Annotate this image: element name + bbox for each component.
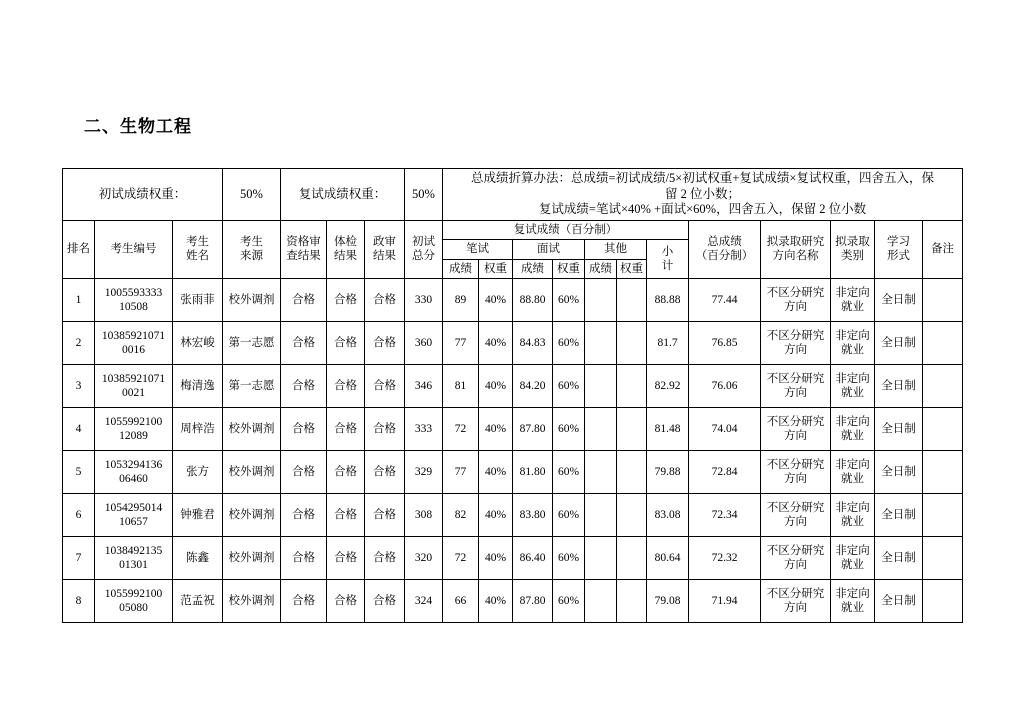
candidate-no-line2: 12089 bbox=[119, 430, 148, 442]
cell-total: 72.34 bbox=[689, 494, 761, 537]
direction-line2: 方向 bbox=[784, 344, 807, 356]
cell-remark bbox=[923, 365, 963, 408]
candidate-no-line1: 10385921071 bbox=[101, 329, 166, 342]
direction-line1: 不区分研究 bbox=[766, 415, 825, 428]
cell-other-weight bbox=[617, 494, 647, 537]
cell-study-form: 全日制 bbox=[875, 408, 923, 451]
candidate-no-line2: 06460 bbox=[119, 473, 148, 485]
cell-name: 范孟祝 bbox=[173, 580, 223, 623]
admit-type-line1: 非定向 bbox=[835, 458, 870, 471]
cell-admit-type bbox=[831, 408, 875, 451]
cell-candidate-no bbox=[95, 537, 173, 580]
cell-other-score bbox=[585, 365, 617, 408]
formula-block bbox=[443, 169, 963, 221]
cell-interview-weight: 60% bbox=[553, 279, 585, 322]
header-political bbox=[365, 220, 405, 278]
cell-physical: 合格 bbox=[327, 322, 365, 365]
cell-political: 合格 bbox=[365, 279, 405, 322]
table-header-row-1 bbox=[63, 220, 963, 239]
admit-type-line1: 非定向 bbox=[835, 372, 870, 385]
cell-remark bbox=[923, 537, 963, 580]
cell-written-score: 77 bbox=[443, 322, 479, 365]
header-total-line1: 总成绩 bbox=[707, 236, 742, 249]
admit-type-line2: 就业 bbox=[841, 473, 864, 485]
cell-other-weight bbox=[617, 451, 647, 494]
cell-name: 周梓浩 bbox=[173, 408, 223, 451]
header-subtotal bbox=[647, 240, 689, 279]
cell-interview-weight: 60% bbox=[553, 408, 585, 451]
cell-remark bbox=[923, 322, 963, 365]
header-remark: 备注 bbox=[923, 220, 963, 278]
cell-written-score: 82 bbox=[443, 494, 479, 537]
header-admit-type-line2: 类别 bbox=[841, 250, 864, 263]
table-row bbox=[63, 279, 963, 322]
cell-other-score bbox=[585, 322, 617, 365]
header-first-total-line2: 总分 bbox=[412, 250, 435, 263]
cell-qualification: 合格 bbox=[281, 537, 327, 580]
direction-line1: 不区分研究 bbox=[766, 372, 825, 385]
cell-name: 钟雅君 bbox=[173, 494, 223, 537]
admit-type-line2: 就业 bbox=[841, 559, 864, 571]
cell-first-total: 329 bbox=[405, 451, 443, 494]
cell-other-score bbox=[585, 451, 617, 494]
header-qualification bbox=[281, 220, 327, 278]
header-written-score: 成绩 bbox=[443, 259, 479, 278]
cell-first-total: 320 bbox=[405, 537, 443, 580]
cell-subtotal: 79.08 bbox=[647, 580, 689, 623]
cell-interview-score: 87.80 bbox=[513, 580, 553, 623]
cell-written-weight: 40% bbox=[479, 580, 513, 623]
cell-physical: 合格 bbox=[327, 537, 365, 580]
header-direction-line1: 拟录取研究 bbox=[766, 236, 825, 249]
header-qualification-line1: 资格审 bbox=[286, 236, 321, 249]
table-row bbox=[63, 322, 963, 365]
cell-written-weight: 40% bbox=[479, 537, 513, 580]
header-physical-line1: 体检 bbox=[334, 236, 357, 249]
header-total-line2: （百分制） bbox=[695, 250, 754, 263]
cell-other-score bbox=[585, 279, 617, 322]
admit-type-line2: 就业 bbox=[841, 516, 864, 528]
candidate-no-line1: 1055992100 bbox=[104, 415, 163, 428]
header-direction-line2: 方向名称 bbox=[772, 250, 819, 263]
header-subtotal-line1: 小 bbox=[661, 245, 674, 258]
cell-subtotal: 81.48 bbox=[647, 408, 689, 451]
candidate-no-line2: 0016 bbox=[122, 344, 145, 356]
admit-type-line1: 非定向 bbox=[835, 286, 870, 299]
candidate-no-line2: 10657 bbox=[119, 516, 148, 528]
cell-interview-score: 84.20 bbox=[513, 365, 553, 408]
cell-name: 陈鑫 bbox=[173, 537, 223, 580]
cell-political: 合格 bbox=[365, 365, 405, 408]
header-subtotal-line2: 计 bbox=[661, 260, 674, 273]
cell-rank: 6 bbox=[63, 494, 95, 537]
cell-study-form: 全日制 bbox=[875, 322, 923, 365]
header-political-line1: 政审 bbox=[373, 236, 396, 249]
admission-results-table bbox=[62, 168, 963, 623]
header-qualification-line2: 查结果 bbox=[286, 250, 321, 263]
weights-row bbox=[63, 169, 963, 221]
cell-political: 合格 bbox=[365, 580, 405, 623]
candidate-no-line1: 1054295014 bbox=[104, 501, 163, 514]
cell-total: 72.84 bbox=[689, 451, 761, 494]
admit-type-line2: 就业 bbox=[841, 387, 864, 399]
direction-line1: 不区分研究 bbox=[766, 544, 825, 557]
cell-qualification: 合格 bbox=[281, 322, 327, 365]
header-study-form-line1: 学习 bbox=[887, 236, 910, 249]
cell-direction bbox=[761, 451, 831, 494]
header-written: 笔试 bbox=[443, 240, 513, 259]
cell-qualification: 合格 bbox=[281, 408, 327, 451]
cell-subtotal: 88.88 bbox=[647, 279, 689, 322]
admit-type-line1: 非定向 bbox=[835, 544, 870, 557]
header-first-total-line1: 初试 bbox=[412, 236, 435, 249]
cell-source: 校外调剂 bbox=[223, 537, 281, 580]
direction-line2: 方向 bbox=[784, 559, 807, 571]
cell-rank: 8 bbox=[63, 580, 95, 623]
table-row bbox=[63, 580, 963, 623]
candidate-no-line2: 10508 bbox=[119, 301, 148, 313]
cell-admit-type bbox=[831, 494, 875, 537]
cell-rank: 3 bbox=[63, 365, 95, 408]
cell-other-score bbox=[585, 537, 617, 580]
header-political-line2: 结果 bbox=[373, 250, 396, 263]
cell-first-total: 333 bbox=[405, 408, 443, 451]
cell-qualification: 合格 bbox=[281, 365, 327, 408]
header-name-line1: 考生 bbox=[186, 236, 209, 249]
cell-subtotal: 80.64 bbox=[647, 537, 689, 580]
cell-interview-score: 86.40 bbox=[513, 537, 553, 580]
header-name-line2: 姓名 bbox=[186, 250, 209, 263]
direction-line1: 不区分研究 bbox=[766, 458, 825, 471]
cell-total: 76.06 bbox=[689, 365, 761, 408]
candidate-no-line2: 01301 bbox=[119, 559, 148, 571]
candidate-no-line2: 0021 bbox=[122, 387, 145, 399]
cell-study-form: 全日制 bbox=[875, 279, 923, 322]
cell-name: 林宏峻 bbox=[173, 322, 223, 365]
cell-subtotal: 79.88 bbox=[647, 451, 689, 494]
cell-remark bbox=[923, 494, 963, 537]
table-body bbox=[63, 279, 963, 623]
header-name bbox=[173, 220, 223, 278]
cell-written-weight: 40% bbox=[479, 322, 513, 365]
cell-study-form: 全日制 bbox=[875, 494, 923, 537]
table-row bbox=[63, 408, 963, 451]
admit-type-line1: 非定向 bbox=[835, 587, 870, 600]
cell-other-score bbox=[585, 580, 617, 623]
cell-subtotal: 82.92 bbox=[647, 365, 689, 408]
cell-interview-weight: 60% bbox=[553, 494, 585, 537]
cell-source: 校外调剂 bbox=[223, 408, 281, 451]
cell-candidate-no bbox=[95, 451, 173, 494]
cell-study-form: 全日制 bbox=[875, 365, 923, 408]
table-row bbox=[63, 494, 963, 537]
header-other: 其他 bbox=[585, 240, 647, 259]
direction-line2: 方向 bbox=[784, 473, 807, 485]
admit-type-line2: 就业 bbox=[841, 344, 864, 356]
cell-written-score: 81 bbox=[443, 365, 479, 408]
header-interview: 面试 bbox=[513, 240, 585, 259]
cell-subtotal: 83.08 bbox=[647, 494, 689, 537]
header-admit-type-line1: 拟录取 bbox=[835, 236, 870, 249]
cell-total: 77.44 bbox=[689, 279, 761, 322]
cell-direction bbox=[761, 494, 831, 537]
cell-study-form: 全日制 bbox=[875, 580, 923, 623]
cell-candidate-no bbox=[95, 322, 173, 365]
cell-remark bbox=[923, 408, 963, 451]
cell-source: 校外调剂 bbox=[223, 494, 281, 537]
cell-rank: 7 bbox=[63, 537, 95, 580]
first-weight-value: 50% bbox=[223, 169, 281, 221]
header-written-weight: 权重 bbox=[479, 259, 513, 278]
cell-rank: 4 bbox=[63, 408, 95, 451]
cell-qualification: 合格 bbox=[281, 494, 327, 537]
cell-written-score: 66 bbox=[443, 580, 479, 623]
header-source-line2: 来源 bbox=[240, 250, 263, 263]
second-weight-value: 50% bbox=[405, 169, 443, 221]
header-other-score: 成绩 bbox=[585, 259, 617, 278]
cell-written-weight: 40% bbox=[479, 408, 513, 451]
header-rank: 排名 bbox=[63, 220, 95, 278]
cell-source: 第一志愿 bbox=[223, 322, 281, 365]
direction-line2: 方向 bbox=[784, 387, 807, 399]
direction-line1: 不区分研究 bbox=[766, 329, 825, 342]
cell-study-form: 全日制 bbox=[875, 451, 923, 494]
cell-interview-weight: 60% bbox=[553, 580, 585, 623]
cell-interview-score: 84.83 bbox=[513, 322, 553, 365]
cell-candidate-no bbox=[95, 408, 173, 451]
cell-name: 张雨菲 bbox=[173, 279, 223, 322]
table-row bbox=[63, 365, 963, 408]
first-weight-label: 初试成绩权重： bbox=[63, 169, 223, 221]
cell-written-score: 72 bbox=[443, 537, 479, 580]
cell-remark bbox=[923, 279, 963, 322]
cell-total: 76.85 bbox=[689, 322, 761, 365]
cell-direction bbox=[761, 580, 831, 623]
admit-type-line1: 非定向 bbox=[835, 501, 870, 514]
cell-interview-weight: 60% bbox=[553, 451, 585, 494]
admit-type-line1: 非定向 bbox=[835, 329, 870, 342]
admit-type-line2: 就业 bbox=[841, 602, 864, 614]
cell-interview-weight: 60% bbox=[553, 537, 585, 580]
direction-line1: 不区分研究 bbox=[766, 587, 825, 600]
header-other-weight: 权重 bbox=[617, 259, 647, 278]
header-interview-weight: 权重 bbox=[553, 259, 585, 278]
cell-rank: 1 bbox=[63, 279, 95, 322]
cell-direction bbox=[761, 408, 831, 451]
cell-physical: 合格 bbox=[327, 494, 365, 537]
cell-first-total: 360 bbox=[405, 322, 443, 365]
cell-other-weight bbox=[617, 279, 647, 322]
cell-total: 72.32 bbox=[689, 537, 761, 580]
header-first-total bbox=[405, 220, 443, 278]
cell-admit-type bbox=[831, 580, 875, 623]
direction-line1: 不区分研究 bbox=[766, 501, 825, 514]
admit-type-line2: 就业 bbox=[841, 301, 864, 313]
cell-candidate-no bbox=[95, 580, 173, 623]
cell-political: 合格 bbox=[365, 408, 405, 451]
cell-written-score: 89 bbox=[443, 279, 479, 322]
cell-political: 合格 bbox=[365, 494, 405, 537]
cell-interview-weight: 60% bbox=[553, 322, 585, 365]
cell-study-form: 全日制 bbox=[875, 537, 923, 580]
cell-interview-score: 83.80 bbox=[513, 494, 553, 537]
cell-direction bbox=[761, 322, 831, 365]
cell-written-weight: 40% bbox=[479, 494, 513, 537]
admit-type-line1: 非定向 bbox=[835, 415, 870, 428]
cell-admit-type bbox=[831, 451, 875, 494]
cell-other-weight bbox=[617, 580, 647, 623]
cell-remark bbox=[923, 451, 963, 494]
direction-line1: 不区分研究 bbox=[766, 286, 825, 299]
cell-rank: 2 bbox=[63, 322, 95, 365]
cell-subtotal: 81.7 bbox=[647, 322, 689, 365]
cell-first-total: 346 bbox=[405, 365, 443, 408]
formula-line-3: 复试成绩=笔试×40% +面试×60%，四舍五入，保留 2 位小数 bbox=[538, 202, 867, 217]
cell-other-weight bbox=[617, 365, 647, 408]
cell-interview-score: 87.80 bbox=[513, 408, 553, 451]
header-admit-type bbox=[831, 220, 875, 278]
header-source bbox=[223, 220, 281, 278]
cell-source: 校外调剂 bbox=[223, 279, 281, 322]
header-source-line1: 考生 bbox=[240, 236, 263, 249]
cell-source: 第一志愿 bbox=[223, 365, 281, 408]
cell-physical: 合格 bbox=[327, 365, 365, 408]
cell-political: 合格 bbox=[365, 451, 405, 494]
cell-first-total: 324 bbox=[405, 580, 443, 623]
cell-admit-type bbox=[831, 279, 875, 322]
direction-line2: 方向 bbox=[784, 301, 807, 313]
header-interview-score: 成绩 bbox=[513, 259, 553, 278]
cell-name: 梅清逸 bbox=[173, 365, 223, 408]
candidate-no-line1: 1005593333 bbox=[104, 286, 163, 299]
cell-written-score: 77 bbox=[443, 451, 479, 494]
direction-line2: 方向 bbox=[784, 516, 807, 528]
cell-other-score bbox=[585, 408, 617, 451]
cell-written-weight: 40% bbox=[479, 365, 513, 408]
candidate-no-line1: 10385921071 bbox=[101, 372, 166, 385]
header-study-form-line2: 形式 bbox=[887, 250, 910, 263]
cell-qualification: 合格 bbox=[281, 451, 327, 494]
header-physical bbox=[327, 220, 365, 278]
cell-direction bbox=[761, 365, 831, 408]
formula-line-1: 总成绩折算办法：总成绩=初试成绩/5×初试权重+复试成绩×复试权重，四舍五入，保 bbox=[471, 171, 934, 185]
cell-candidate-no bbox=[95, 365, 173, 408]
cell-physical: 合格 bbox=[327, 279, 365, 322]
cell-written-weight: 40% bbox=[479, 279, 513, 322]
page-title: 二、生物工程 bbox=[84, 117, 192, 136]
header-physical-line2: 结果 bbox=[334, 250, 357, 263]
cell-interview-weight: 60% bbox=[553, 365, 585, 408]
cell-admit-type bbox=[831, 537, 875, 580]
cell-political: 合格 bbox=[365, 537, 405, 580]
cell-source: 校外调剂 bbox=[223, 580, 281, 623]
second-weight-label: 复试成绩权重： bbox=[281, 169, 405, 221]
header-study-form bbox=[875, 220, 923, 278]
formula-line-2: 留 2 位小数； bbox=[664, 186, 740, 201]
cell-candidate-no bbox=[95, 279, 173, 322]
cell-interview-score: 88.80 bbox=[513, 279, 553, 322]
cell-name: 张方 bbox=[173, 451, 223, 494]
header-retest-group: 复试成绩（百分制） bbox=[443, 220, 689, 239]
cell-admit-type bbox=[831, 365, 875, 408]
cell-direction bbox=[761, 279, 831, 322]
cell-qualification: 合格 bbox=[281, 279, 327, 322]
direction-line2: 方向 bbox=[784, 602, 807, 614]
table-row bbox=[63, 537, 963, 580]
table-row bbox=[63, 451, 963, 494]
header-candidate-no: 考生编号 bbox=[95, 220, 173, 278]
cell-admit-type bbox=[831, 322, 875, 365]
candidate-no-line2: 05080 bbox=[119, 602, 148, 614]
cell-first-total: 330 bbox=[405, 279, 443, 322]
candidate-no-line1: 1053294136 bbox=[104, 458, 163, 471]
cell-qualification: 合格 bbox=[281, 580, 327, 623]
cell-other-score bbox=[585, 494, 617, 537]
candidate-no-line1: 1038492135 bbox=[104, 544, 163, 557]
cell-total: 71.94 bbox=[689, 580, 761, 623]
cell-written-score: 72 bbox=[443, 408, 479, 451]
cell-total: 74.04 bbox=[689, 408, 761, 451]
cell-candidate-no bbox=[95, 494, 173, 537]
candidate-no-line1: 1055992100 bbox=[104, 587, 163, 600]
cell-written-weight: 40% bbox=[479, 451, 513, 494]
header-direction bbox=[761, 220, 831, 278]
cell-physical: 合格 bbox=[327, 580, 365, 623]
cell-source: 校外调剂 bbox=[223, 451, 281, 494]
cell-interview-score: 81.80 bbox=[513, 451, 553, 494]
cell-other-weight bbox=[617, 537, 647, 580]
cell-other-weight bbox=[617, 322, 647, 365]
cell-direction bbox=[761, 537, 831, 580]
header-total-score bbox=[689, 220, 761, 278]
direction-line2: 方向 bbox=[784, 430, 807, 442]
cell-first-total: 308 bbox=[405, 494, 443, 537]
cell-rank: 5 bbox=[63, 451, 95, 494]
cell-physical: 合格 bbox=[327, 408, 365, 451]
admit-type-line2: 就业 bbox=[841, 430, 864, 442]
cell-remark bbox=[923, 580, 963, 623]
cell-physical: 合格 bbox=[327, 451, 365, 494]
cell-political: 合格 bbox=[365, 322, 405, 365]
cell-other-weight bbox=[617, 408, 647, 451]
